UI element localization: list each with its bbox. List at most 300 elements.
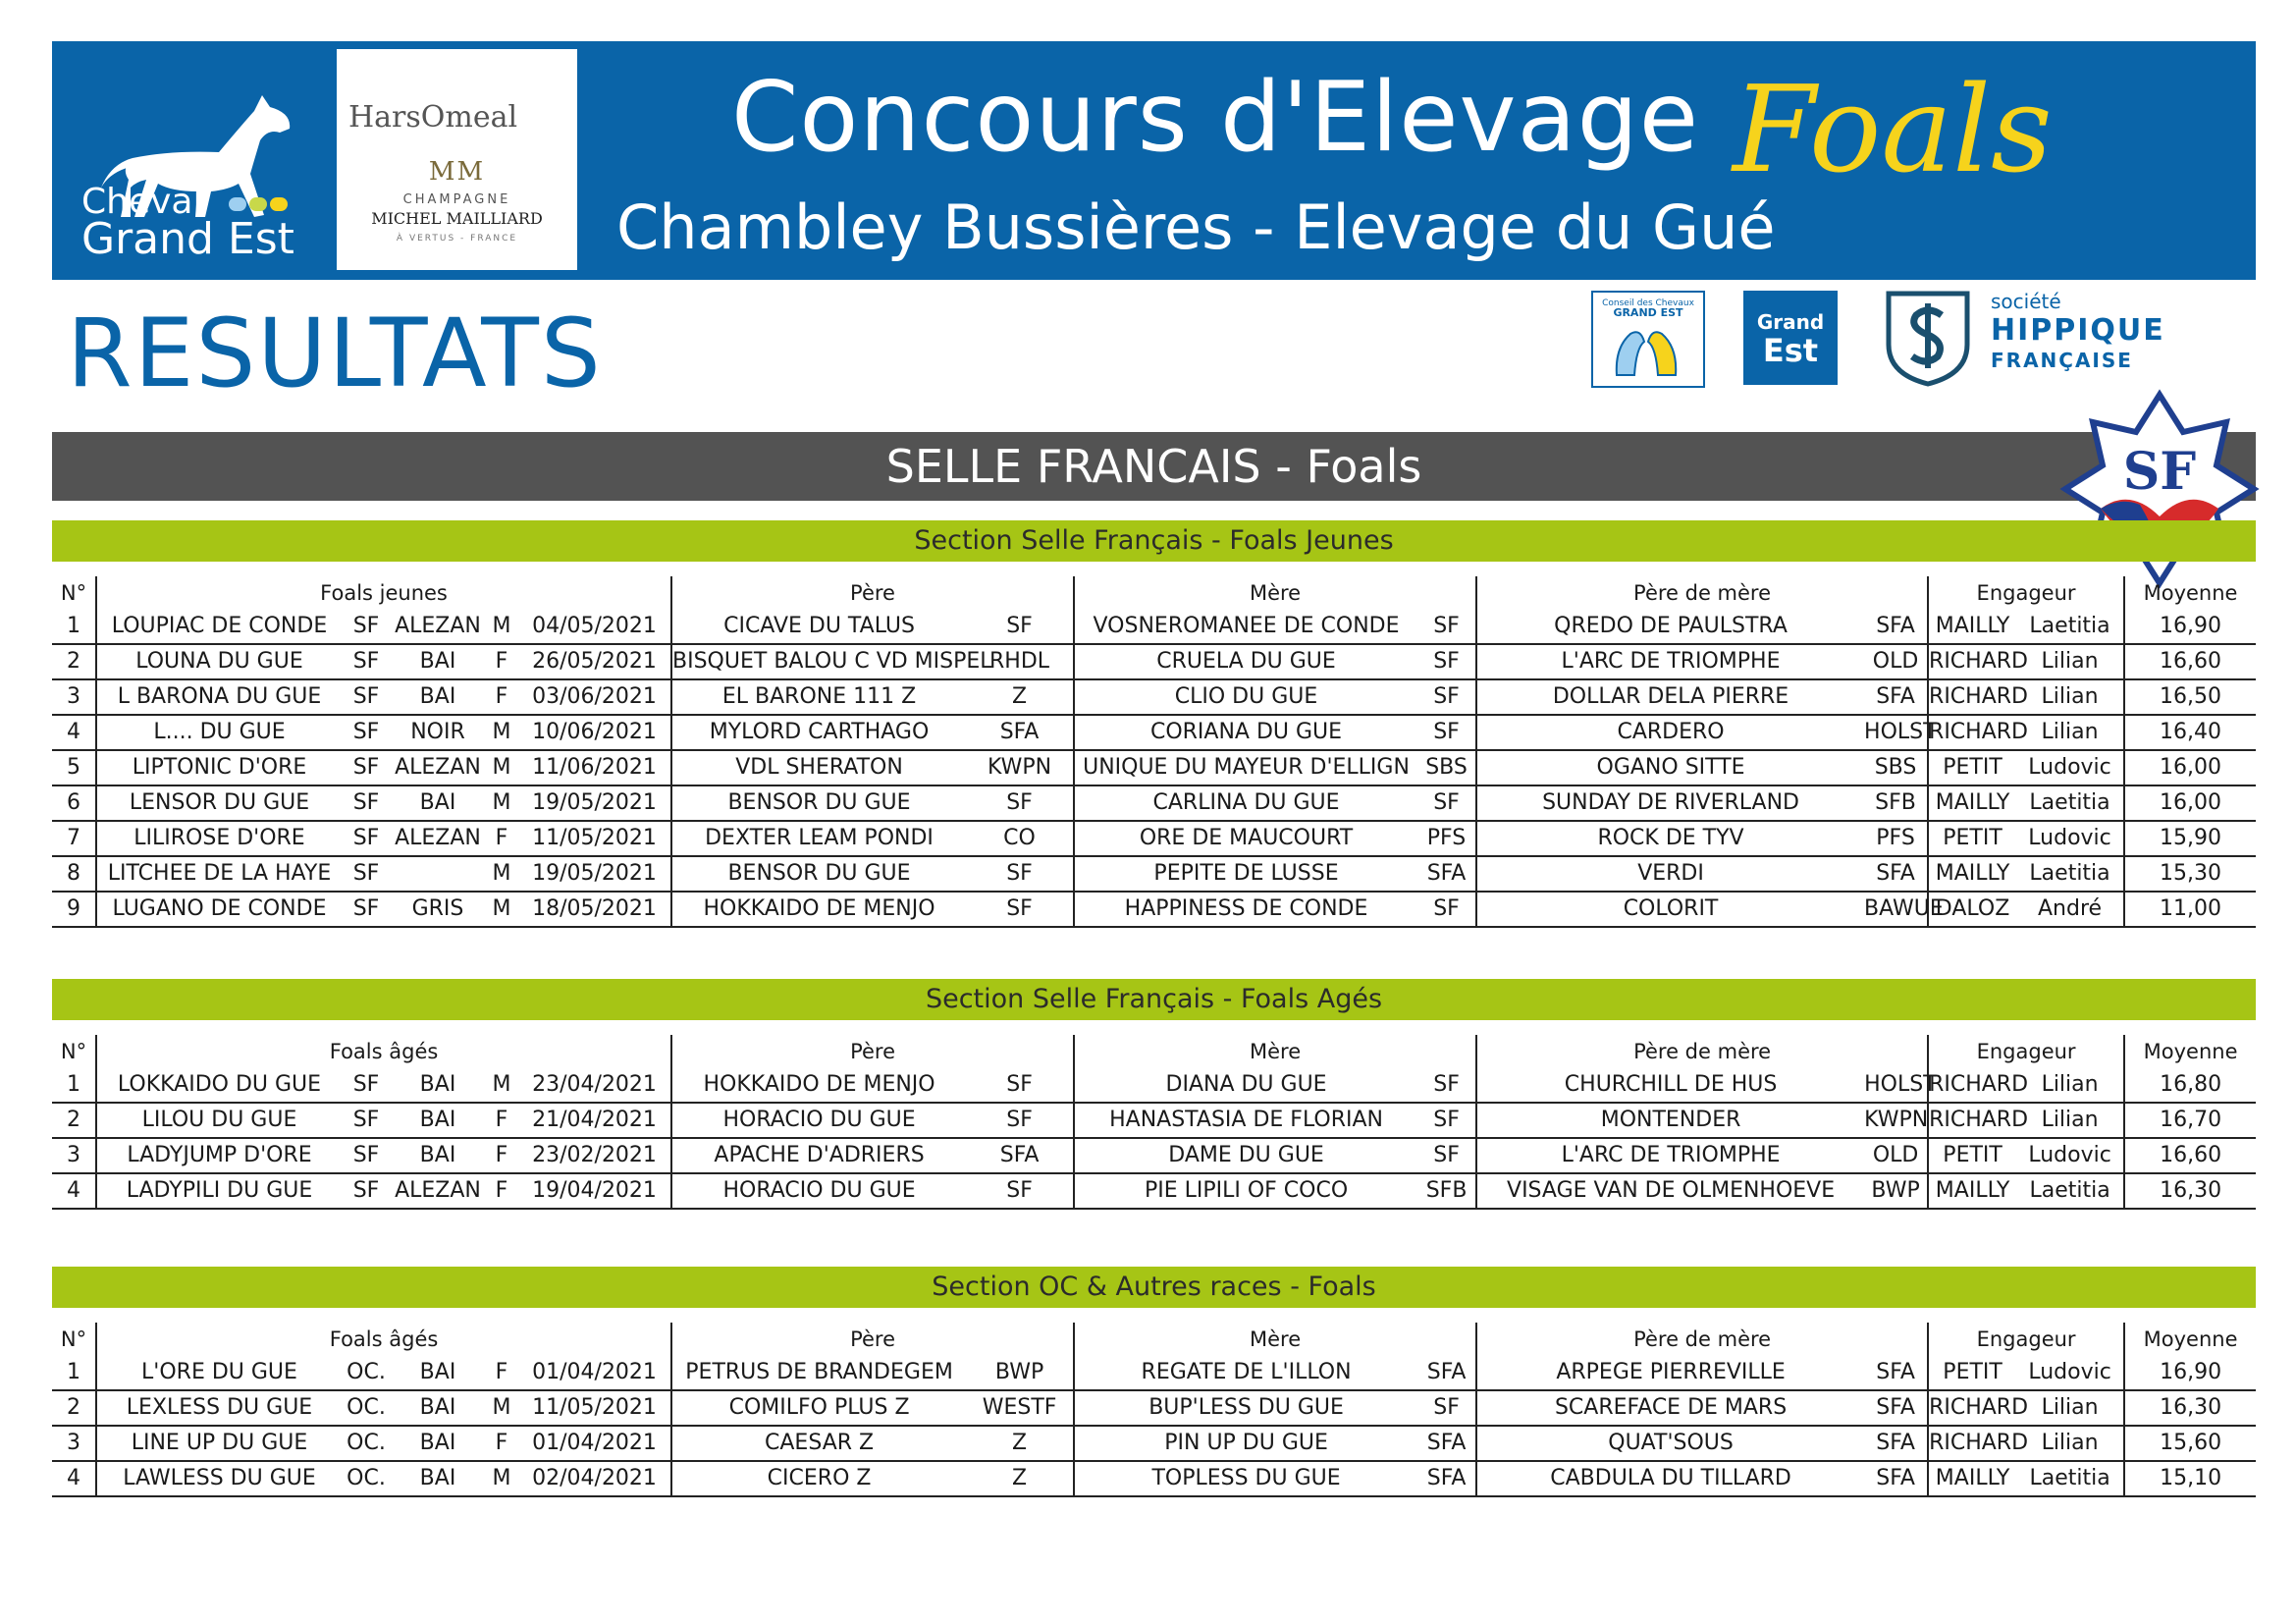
owner-lastname-cell: RICHARD bbox=[1928, 1426, 2016, 1461]
foal-name-cell: LADYPILI DU GUE bbox=[96, 1173, 342, 1209]
foal-name-cell: LITCHEE DE LA HAYE bbox=[96, 856, 342, 892]
rank-cell: 1 bbox=[52, 610, 96, 644]
results-section bbox=[52, 1267, 2256, 1490]
damsire-breed-cell: SFA bbox=[1864, 679, 1928, 715]
damsire-breed-cell: HOLST bbox=[1864, 1068, 1928, 1103]
dam-breed-cell: SF bbox=[1417, 1390, 1476, 1426]
damsire-breed-cell: KWPN bbox=[1864, 1103, 1928, 1138]
sire-name-cell: VDL SHERATON bbox=[671, 750, 966, 785]
foal-coat-cell: ALEZAN bbox=[391, 750, 485, 785]
foal-birthdate-cell: 19/05/2021 bbox=[518, 785, 671, 821]
dam-breed-cell: PFS bbox=[1417, 821, 1476, 856]
foal-sex-cell: F bbox=[485, 821, 518, 856]
average-score-cell: 16,00 bbox=[2124, 750, 2256, 785]
foal-name-cell: LIPTONIC D'ORE bbox=[96, 750, 342, 785]
table-row bbox=[52, 821, 2256, 856]
owner-lastname-cell: PETIT bbox=[1928, 750, 2016, 785]
sire-name-cell: HORACIO DU GUE bbox=[671, 1173, 966, 1209]
average-score-cell: 16,80 bbox=[2124, 1068, 2256, 1103]
damsire-name-cell: VISAGE VAN DE OLMENHOEVE bbox=[1476, 1173, 1864, 1209]
damsire-breed-cell: OLD bbox=[1864, 1138, 1928, 1173]
dam-name-cell: VOSNEROMANEE DE CONDE bbox=[1074, 610, 1417, 644]
sire-breed-cell: KWPN bbox=[966, 750, 1074, 785]
damsire-name-cell: ARPEGE PIERREVILLE bbox=[1476, 1356, 1864, 1390]
foal-sex-cell: F bbox=[485, 1138, 518, 1173]
foal-coat-cell: GRIS bbox=[391, 892, 485, 927]
average-score-cell: 16,60 bbox=[2124, 1138, 2256, 1173]
sire-breed-cell: RHDL bbox=[966, 644, 1074, 679]
foal-name-cell: LILOU DU GUE bbox=[96, 1103, 342, 1138]
foal-breed-cell: OC. bbox=[342, 1426, 391, 1461]
foal-coat-cell bbox=[391, 856, 485, 892]
col-header-engageur: Engageur bbox=[1928, 1035, 2124, 1068]
foal-sex-cell: F bbox=[485, 1173, 518, 1209]
foal-name-cell: LEXLESS DU GUE bbox=[96, 1390, 342, 1426]
page-heading: RESULTATS bbox=[67, 298, 603, 408]
foal-birthdate-cell: 11/05/2021 bbox=[518, 821, 671, 856]
owner-firstname-cell: Laetitia bbox=[2016, 785, 2124, 821]
foal-breed-cell: SF bbox=[342, 892, 391, 927]
foal-birthdate-cell: 19/04/2021 bbox=[518, 1173, 671, 1209]
foal-birthdate-cell: 19/05/2021 bbox=[518, 856, 671, 892]
results-table bbox=[52, 576, 2256, 928]
dam-name-cell: DAME DU GUE bbox=[1074, 1138, 1417, 1173]
dam-name-cell: CARLINA DU GUE bbox=[1074, 785, 1417, 821]
table-header-row bbox=[52, 1323, 2256, 1356]
col-header-pere: Père bbox=[671, 576, 1074, 610]
foal-name-cell: L BARONA DU GUE bbox=[96, 679, 342, 715]
sire-name-cell: APACHE D'ADRIERS bbox=[671, 1138, 966, 1173]
col-header-mere: Mère bbox=[1074, 1323, 1476, 1356]
foal-name-cell: LOUPIAC DE CONDE bbox=[96, 610, 342, 644]
damsire-name-cell: L'ARC DE TRIOMPHE bbox=[1476, 644, 1864, 679]
foal-breed-cell: OC. bbox=[342, 1390, 391, 1426]
dam-breed-cell: SF bbox=[1417, 1103, 1476, 1138]
owner-lastname-cell: RICHARD bbox=[1928, 715, 2016, 750]
foal-sex-cell: F bbox=[485, 1426, 518, 1461]
owner-lastname-cell: MAILLY bbox=[1928, 610, 2016, 644]
foal-birthdate-cell: 26/05/2021 bbox=[518, 644, 671, 679]
foal-name-cell: LADYJUMP D'ORE bbox=[96, 1138, 342, 1173]
foal-breed-cell: SF bbox=[342, 679, 391, 715]
col-header-moyenne: Moyenne bbox=[2143, 1040, 2238, 1063]
rank-cell: 3 bbox=[52, 1138, 96, 1173]
rank-cell: 2 bbox=[52, 1390, 96, 1426]
sire-name-cell: CICAVE DU TALUS bbox=[671, 610, 966, 644]
col-header-moyenne: Moyenne bbox=[2143, 581, 2238, 605]
sire-name-cell: MYLORD CARTHAGO bbox=[671, 715, 966, 750]
col-header-num: N° bbox=[60, 1040, 87, 1063]
dam-name-cell: PIN UP DU GUE bbox=[1074, 1426, 1417, 1461]
owner-lastname-cell: RICHARD bbox=[1928, 679, 2016, 715]
rank-cell: 5 bbox=[52, 750, 96, 785]
foal-breed-cell: SF bbox=[342, 715, 391, 750]
damsire-breed-cell: SFA bbox=[1864, 1461, 1928, 1496]
owner-lastname-cell: PETIT bbox=[1928, 821, 2016, 856]
sire-name-cell: EL BARONE 111 Z bbox=[671, 679, 966, 715]
foal-birthdate-cell: 23/04/2021 bbox=[518, 1068, 671, 1103]
damsire-name-cell: SCAREFACE DE MARS bbox=[1476, 1390, 1864, 1426]
col-header-engageur: Engageur bbox=[1928, 576, 2124, 610]
col-header-pere: Père bbox=[671, 1323, 1074, 1356]
dam-breed-cell: SBS bbox=[1417, 750, 1476, 785]
foal-coat-cell: BAI bbox=[391, 1103, 485, 1138]
dam-name-cell: PIE LIPILI OF COCO bbox=[1074, 1173, 1417, 1209]
shf-logo bbox=[1885, 290, 2179, 388]
rank-cell: 3 bbox=[52, 1426, 96, 1461]
owner-firstname-cell: Ludovic bbox=[2016, 1356, 2124, 1390]
foal-coat-cell: ALEZAN bbox=[391, 610, 485, 644]
owner-lastname-cell: MAILLY bbox=[1928, 785, 2016, 821]
sire-breed-cell: Z bbox=[966, 679, 1074, 715]
dam-breed-cell: SF bbox=[1417, 785, 1476, 821]
foal-sex-cell: M bbox=[485, 892, 518, 927]
table-row bbox=[52, 1068, 2256, 1103]
foal-sex-cell: M bbox=[485, 610, 518, 644]
foal-sex-cell: M bbox=[485, 715, 518, 750]
owner-firstname-cell: Lilian bbox=[2016, 644, 2124, 679]
table-row bbox=[52, 679, 2256, 715]
sire-breed-cell: SF bbox=[966, 1103, 1074, 1138]
col-header-mere: Mère bbox=[1074, 1035, 1476, 1068]
damsire-name-cell: QREDO DE PAULSTRA bbox=[1476, 610, 1864, 644]
col-header-engageur: Engageur bbox=[1928, 1323, 2124, 1356]
mailliard-mark: MM bbox=[428, 157, 486, 187]
average-score-cell: 16,30 bbox=[2124, 1390, 2256, 1426]
dam-name-cell: REGATE DE L'ILLON bbox=[1074, 1356, 1417, 1390]
foal-breed-cell: OC. bbox=[342, 1461, 391, 1496]
dam-name-cell: CORIANA DU GUE bbox=[1074, 715, 1417, 750]
dam-breed-cell: SF bbox=[1417, 610, 1476, 644]
foal-name-cell: LUGANO DE CONDE bbox=[96, 892, 342, 927]
shf-shield-icon bbox=[1885, 290, 1971, 386]
damsire-breed-cell: SFA bbox=[1864, 1356, 1928, 1390]
dam-breed-cell: SFA bbox=[1417, 856, 1476, 892]
dam-breed-cell: SF bbox=[1417, 644, 1476, 679]
rank-cell: 7 bbox=[52, 821, 96, 856]
conseil-chevaux-logo bbox=[1591, 291, 1705, 388]
sire-breed-cell: Z bbox=[966, 1461, 1074, 1496]
foal-name-cell: LOKKAIDO DU GUE bbox=[96, 1068, 342, 1103]
foal-sex-cell: M bbox=[485, 1390, 518, 1426]
damsire-breed-cell: SFA bbox=[1864, 1390, 1928, 1426]
damsire-name-cell: VERDI bbox=[1476, 856, 1864, 892]
dam-name-cell: HANASTASIA DE FLORIAN bbox=[1074, 1103, 1417, 1138]
header-subtitle: Chambley Bussières - Elevage du Gué bbox=[616, 191, 1776, 263]
foal-breed-cell: OC. bbox=[342, 1356, 391, 1390]
foal-coat-cell: BAI bbox=[391, 679, 485, 715]
results-table bbox=[52, 1035, 2256, 1210]
col-header-foal: Foals âgés bbox=[96, 1035, 671, 1068]
damsire-breed-cell: SBS bbox=[1864, 750, 1928, 785]
damsire-name-cell: COLORIT bbox=[1476, 892, 1864, 927]
damsire-breed-cell: BAWUE bbox=[1864, 892, 1928, 927]
rank-cell: 2 bbox=[52, 1103, 96, 1138]
sire-name-cell: CICERO Z bbox=[671, 1461, 966, 1496]
section-title: Section Selle Français - Foals Jeunes bbox=[52, 520, 2256, 562]
sire-name-cell: HOKKAIDO DE MENJO bbox=[671, 1068, 966, 1103]
sire-name-cell: BENSOR DU GUE bbox=[671, 856, 966, 892]
damsire-breed-cell: BWP bbox=[1864, 1173, 1928, 1209]
sire-breed-cell: CO bbox=[966, 821, 1074, 856]
foal-birthdate-cell: 10/06/2021 bbox=[518, 715, 671, 750]
foal-birthdate-cell: 11/05/2021 bbox=[518, 1390, 671, 1426]
table-row bbox=[52, 1426, 2256, 1461]
col-header-pere-de-mere: Père de mère bbox=[1476, 576, 1928, 610]
damsire-name-cell: SUNDAY DE RIVERLAND bbox=[1476, 785, 1864, 821]
owner-lastname-cell: PETIT bbox=[1928, 1138, 2016, 1173]
shf-line1: société bbox=[1991, 290, 2061, 313]
foal-breed-cell: SF bbox=[342, 856, 391, 892]
foal-name-cell: L.... DU GUE bbox=[96, 715, 342, 750]
owner-lastname-cell: DALOZ bbox=[1928, 892, 2016, 927]
foal-sex-cell: M bbox=[485, 785, 518, 821]
foal-sex-cell: F bbox=[485, 679, 518, 715]
owner-firstname-cell: Lilian bbox=[2016, 1103, 2124, 1138]
foal-birthdate-cell: 23/02/2021 bbox=[518, 1138, 671, 1173]
foal-name-cell: LINE UP DU GUE bbox=[96, 1426, 342, 1461]
col-header-mere: Mère bbox=[1074, 576, 1476, 610]
table-row bbox=[52, 1138, 2256, 1173]
damsire-name-cell: OGANO SITTE bbox=[1476, 750, 1864, 785]
table-header-row bbox=[52, 1035, 2256, 1068]
owner-firstname-cell: Lilian bbox=[2016, 679, 2124, 715]
foal-breed-cell: SF bbox=[342, 821, 391, 856]
rank-cell: 6 bbox=[52, 785, 96, 821]
dam-breed-cell: SFA bbox=[1417, 1461, 1476, 1496]
rank-cell: 8 bbox=[52, 856, 96, 892]
owner-lastname-cell: RICHARD bbox=[1928, 1390, 2016, 1426]
rank-cell: 4 bbox=[52, 1461, 96, 1496]
results-section bbox=[52, 520, 2256, 921]
table-row bbox=[52, 892, 2256, 927]
foal-coat-cell: BAI bbox=[391, 1138, 485, 1173]
sire-name-cell: DEXTER LEAM PONDI bbox=[671, 821, 966, 856]
foal-birthdate-cell: 02/04/2021 bbox=[518, 1461, 671, 1496]
owner-firstname-cell: Ludovic bbox=[2016, 1138, 2124, 1173]
average-score-cell: 15,10 bbox=[2124, 1461, 2256, 1496]
cge-logo-line2: Grand Est bbox=[81, 214, 294, 264]
col-header-moyenne: Moyenne bbox=[2143, 1327, 2238, 1351]
sire-breed-cell: WESTF bbox=[966, 1390, 1074, 1426]
damsire-name-cell: CHURCHILL DE HUS bbox=[1476, 1068, 1864, 1103]
grandest-line2: Est bbox=[1762, 332, 1819, 369]
sf-badge-text: SF bbox=[2122, 442, 2197, 502]
foal-birthdate-cell: 21/04/2021 bbox=[518, 1103, 671, 1138]
owner-lastname-cell: MAILLY bbox=[1928, 856, 2016, 892]
sponsor-logo bbox=[337, 49, 577, 270]
sire-breed-cell: SF bbox=[966, 892, 1074, 927]
sire-breed-cell: SF bbox=[966, 610, 1074, 644]
foal-coat-cell: BAI bbox=[391, 644, 485, 679]
foal-coat-cell: BAI bbox=[391, 1426, 485, 1461]
average-score-cell: 16,60 bbox=[2124, 644, 2256, 679]
owner-firstname-cell: Ludovic bbox=[2016, 750, 2124, 785]
table-header-row bbox=[52, 576, 2256, 610]
foal-birthdate-cell: 04/05/2021 bbox=[518, 610, 671, 644]
rank-cell: 4 bbox=[52, 715, 96, 750]
sire-breed-cell: SF bbox=[966, 856, 1074, 892]
sire-breed-cell: SF bbox=[966, 785, 1074, 821]
harsomeal-logo: HarsOmeal bbox=[348, 100, 518, 135]
owner-firstname-cell: Lilian bbox=[2016, 1068, 2124, 1103]
mailliard-line2: MICHEL MAILLIARD bbox=[371, 209, 543, 228]
dam-breed-cell: SFB bbox=[1417, 1173, 1476, 1209]
foal-sex-cell: M bbox=[485, 750, 518, 785]
foal-birthdate-cell: 03/06/2021 bbox=[518, 679, 671, 715]
foal-breed-cell: SF bbox=[342, 785, 391, 821]
average-score-cell: 16,40 bbox=[2124, 715, 2256, 750]
foal-breed-cell: SF bbox=[342, 750, 391, 785]
dam-name-cell: CRUELA DU GUE bbox=[1074, 644, 1417, 679]
table-row bbox=[52, 1173, 2256, 1209]
sire-name-cell: BENSOR DU GUE bbox=[671, 785, 966, 821]
damsire-breed-cell: PFS bbox=[1864, 821, 1928, 856]
foal-sex-cell: F bbox=[485, 1103, 518, 1138]
header-title-accent: Foals bbox=[1733, 60, 2053, 199]
foal-breed-cell: SF bbox=[342, 1103, 391, 1138]
header-title: Concours d'Elevage bbox=[731, 62, 1700, 174]
breed-title-bar: SELLE FRANCAIS - Foals bbox=[52, 432, 2256, 501]
average-score-cell: 16,90 bbox=[2124, 1356, 2256, 1390]
foal-breed-cell: SF bbox=[342, 644, 391, 679]
foal-coat-cell: BAI bbox=[391, 1461, 485, 1496]
sire-name-cell: HOKKAIDO DE MENJO bbox=[671, 892, 966, 927]
sire-name-cell: COMILFO PLUS Z bbox=[671, 1390, 966, 1426]
owner-firstname-cell: André bbox=[2016, 892, 2124, 927]
dam-breed-cell: SFA bbox=[1417, 1356, 1476, 1390]
foal-name-cell: LENSOR DU GUE bbox=[96, 785, 342, 821]
dam-name-cell: PEPITE DE LUSSE bbox=[1074, 856, 1417, 892]
rank-cell: 1 bbox=[52, 1068, 96, 1103]
cge-logo-line1: Cheval bbox=[81, 182, 203, 222]
damsire-name-cell: ROCK DE TYV bbox=[1476, 821, 1864, 856]
foal-coat-cell: ALEZAN bbox=[391, 821, 485, 856]
average-score-cell: 15,90 bbox=[2124, 821, 2256, 856]
dam-name-cell: BUP'LESS DU GUE bbox=[1074, 1390, 1417, 1426]
table-row bbox=[52, 856, 2256, 892]
owner-firstname-cell: Lilian bbox=[2016, 715, 2124, 750]
owner-firstname-cell: Laetitia bbox=[2016, 610, 2124, 644]
table-row bbox=[52, 610, 2256, 644]
foal-birthdate-cell: 11/06/2021 bbox=[518, 750, 671, 785]
foal-name-cell: LAWLESS DU GUE bbox=[96, 1461, 342, 1496]
damsire-name-cell: L'ARC DE TRIOMPHE bbox=[1476, 1138, 1864, 1173]
foal-birthdate-cell: 01/04/2021 bbox=[518, 1356, 671, 1390]
table-row bbox=[52, 750, 2256, 785]
foal-coat-cell: BAI bbox=[391, 1356, 485, 1390]
damsire-name-cell: CARDERO bbox=[1476, 715, 1864, 750]
sire-breed-cell: Z bbox=[966, 1426, 1074, 1461]
foal-sex-cell: F bbox=[485, 644, 518, 679]
average-score-cell: 16,90 bbox=[2124, 610, 2256, 644]
dam-name-cell: ORE DE MAUCOURT bbox=[1074, 821, 1417, 856]
average-score-cell: 15,30 bbox=[2124, 856, 2256, 892]
conseil-line2: GRAND EST bbox=[1613, 306, 1683, 319]
horses-icon bbox=[1593, 318, 1699, 377]
foal-birthdate-cell: 01/04/2021 bbox=[518, 1426, 671, 1461]
sire-breed-cell: SF bbox=[966, 1068, 1074, 1103]
col-header-pere-de-mere: Père de mère bbox=[1476, 1323, 1928, 1356]
damsire-breed-cell: SFA bbox=[1864, 1426, 1928, 1461]
foal-name-cell: L'ORE DU GUE bbox=[96, 1356, 342, 1390]
dam-name-cell: HAPPINESS DE CONDE bbox=[1074, 892, 1417, 927]
owner-lastname-cell: MAILLY bbox=[1928, 1173, 2016, 1209]
owner-firstname-cell: Laetitia bbox=[2016, 856, 2124, 892]
table-row bbox=[52, 1356, 2256, 1390]
sire-name-cell: CAESAR Z bbox=[671, 1426, 966, 1461]
dam-breed-cell: SF bbox=[1417, 1138, 1476, 1173]
owner-firstname-cell: Lilian bbox=[2016, 1390, 2124, 1426]
foal-sex-cell: M bbox=[485, 1068, 518, 1103]
owner-firstname-cell: Ludovic bbox=[2016, 821, 2124, 856]
cge-logo-dots bbox=[229, 196, 291, 215]
foal-breed-cell: SF bbox=[342, 1068, 391, 1103]
dam-breed-cell: SF bbox=[1417, 1068, 1476, 1103]
dam-breed-cell: SF bbox=[1417, 892, 1476, 927]
mailliard-line3: À VERTUS - FRANCE bbox=[396, 234, 518, 244]
damsire-breed-cell: HOLST bbox=[1864, 715, 1928, 750]
dam-breed-cell: SFA bbox=[1417, 1426, 1476, 1461]
dam-name-cell: DIANA DU GUE bbox=[1074, 1068, 1417, 1103]
dam-breed-cell: SF bbox=[1417, 679, 1476, 715]
shf-line3: FRANÇAISE bbox=[1991, 349, 2133, 372]
cheval-grand-est-logo bbox=[81, 49, 317, 267]
rank-cell: 3 bbox=[52, 679, 96, 715]
foal-breed-cell: SF bbox=[342, 610, 391, 644]
damsire-name-cell: DOLLAR DELA PIERRE bbox=[1476, 679, 1864, 715]
sire-breed-cell: BWP bbox=[966, 1356, 1074, 1390]
results-section bbox=[52, 979, 2256, 1203]
rank-cell: 1 bbox=[52, 1356, 96, 1390]
sire-breed-cell: SFA bbox=[966, 1138, 1074, 1173]
col-header-foal: Foals jeunes bbox=[96, 576, 671, 610]
col-header-pere-de-mere: Père de mère bbox=[1476, 1035, 1928, 1068]
average-score-cell: 16,00 bbox=[2124, 785, 2256, 821]
foal-coat-cell: BAI bbox=[391, 785, 485, 821]
sire-name-cell: BISQUET BALOU C VD MISPEL bbox=[671, 644, 966, 679]
dam-name-cell: CLIO DU GUE bbox=[1074, 679, 1417, 715]
owner-firstname-cell: Laetitia bbox=[2016, 1173, 2124, 1209]
owner-lastname-cell: RICHARD bbox=[1928, 644, 2016, 679]
col-header-num: N° bbox=[60, 581, 87, 605]
region-grand-est-logo bbox=[1743, 291, 1838, 385]
owner-lastname-cell: PETIT bbox=[1928, 1356, 2016, 1390]
foal-coat-cell: ALEZAN bbox=[391, 1173, 485, 1209]
dam-breed-cell: SF bbox=[1417, 715, 1476, 750]
foal-coat-cell: BAI bbox=[391, 1390, 485, 1426]
header-banner bbox=[52, 41, 2256, 280]
owner-lastname-cell: RICHARD bbox=[1928, 1068, 2016, 1103]
grandest-line1: Grand bbox=[1756, 310, 1825, 334]
damsire-name-cell: MONTENDER bbox=[1476, 1103, 1864, 1138]
owner-lastname-cell: MAILLY bbox=[1928, 1461, 2016, 1496]
foal-birthdate-cell: 18/05/2021 bbox=[518, 892, 671, 927]
sire-breed-cell: SF bbox=[966, 1173, 1074, 1209]
foal-coat-cell: NOIR bbox=[391, 715, 485, 750]
table-row bbox=[52, 785, 2256, 821]
damsire-breed-cell: SFA bbox=[1864, 856, 1928, 892]
col-header-num: N° bbox=[60, 1327, 87, 1351]
damsire-breed-cell: SFA bbox=[1864, 610, 1928, 644]
dam-name-cell: TOPLESS DU GUE bbox=[1074, 1461, 1417, 1496]
foal-sex-cell: M bbox=[485, 1461, 518, 1496]
average-score-cell: 16,50 bbox=[2124, 679, 2256, 715]
damsire-name-cell: QUAT'SOUS bbox=[1476, 1426, 1864, 1461]
sire-breed-cell: SFA bbox=[966, 715, 1074, 750]
average-score-cell: 11,00 bbox=[2124, 892, 2256, 927]
foal-name-cell: LILIROSE D'ORE bbox=[96, 821, 342, 856]
